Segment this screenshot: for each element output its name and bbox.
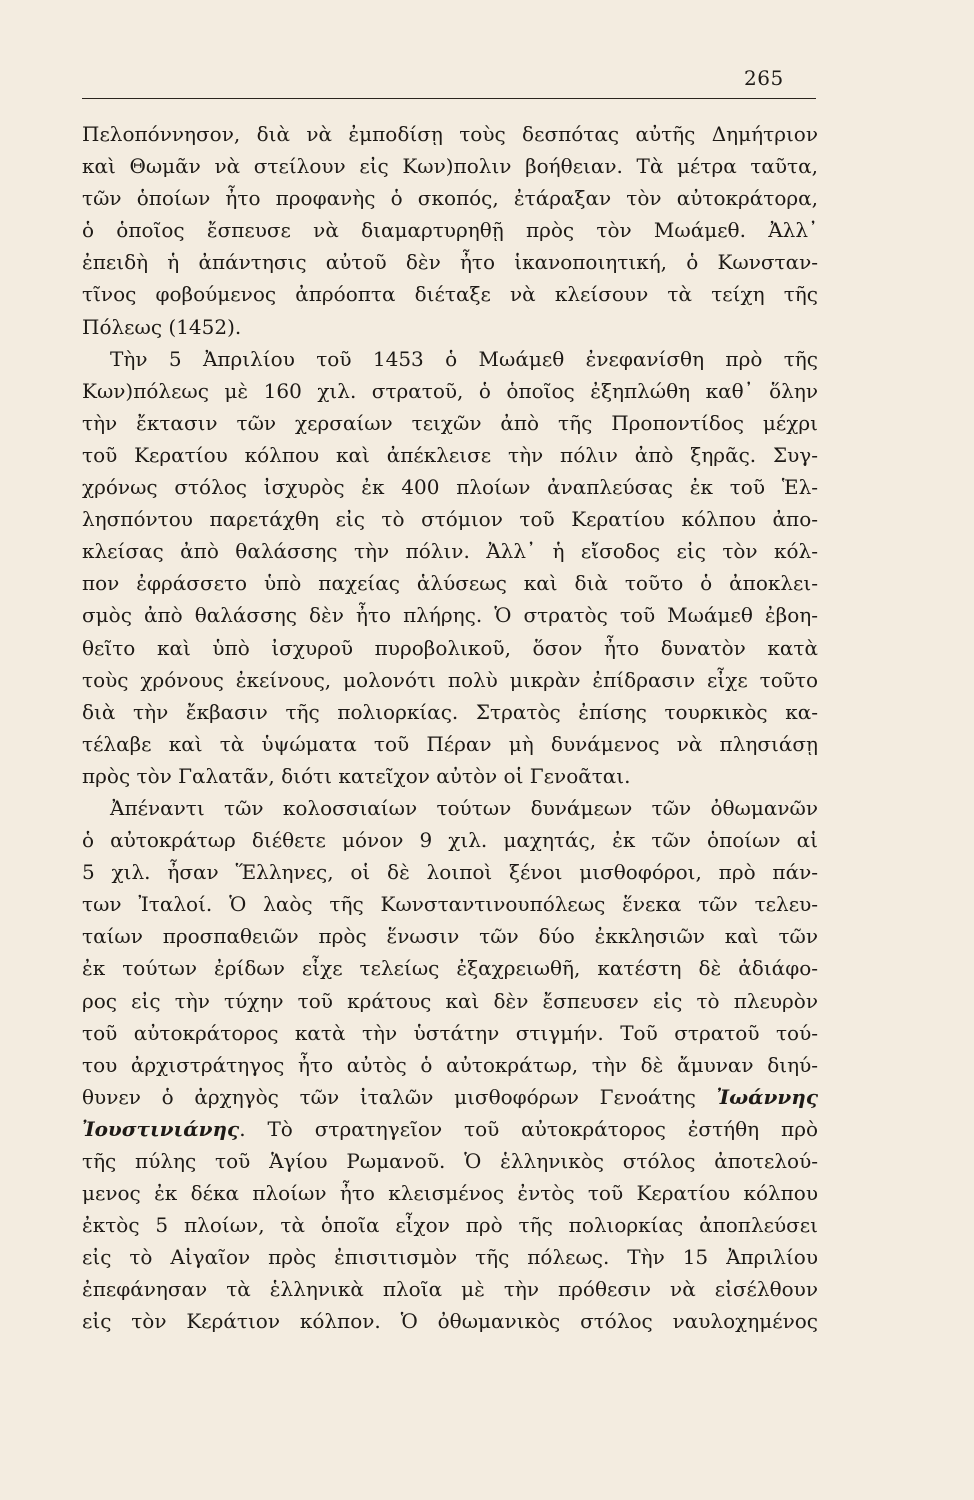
text-line: ταίων προσπαθειῶν πρὸς ἕνωσιν τῶν δύο ἐκκλησιῶν καὶ τῶν (82, 924, 818, 949)
text-line: τοῦ αὐτοκράτορος κατὰ τὴν ὑστάτην στιγμήν. Τοῦ στρατοῦ τού- (82, 1020, 818, 1045)
text-line: τὴν ἔκτασιν τῶν χερσαίων τειχῶν ἀπὸ τῆς Προποντίδος μέχρι (82, 410, 818, 435)
text-segment: . Τὸ στρατηγεῖον τοῦ αὐτοκράτορος ἐστήθη πρὸ (239, 1116, 818, 1141)
text-line: τῆς πύλης τοῦ Ἁγίου Ρωμανοῦ. Ὁ ἑλληνικὸς στόλος ἀποτελού- (82, 1149, 818, 1173)
header-rule (82, 98, 816, 99)
text-line: πρὸς τὸν Γαλατᾶν, διότι κατεῖχον αὐτὸν οἱ Γενοᾶται. (82, 763, 631, 788)
text-line: τέλαβε καὶ τὰ ὑψώματα τοῦ Πέραν μὴ δυνάμενος νὰ πλησιάσῃ (82, 731, 818, 756)
text-line: Ἀπέναντι τῶν κολοσσιαίων τούτων δυνάμεων τῶν ὀθωμανῶν (110, 795, 818, 820)
body-text (82, 118, 818, 1338)
text-line: εἰς τὸ Αἰγαῖον πρὸς ἐπισιτισμὸν τῆς πόλεως. Τὴν 15 Ἀπριλίου (82, 1245, 818, 1270)
text-line: Πόλεως (1452). (82, 314, 242, 339)
text-line: κλείσας ἀπὸ θαλάσσης τὴν πόλιν. Ἀλλ᾽ ἡ εἴσοδος εἰς τὸν κόλ- (82, 539, 818, 564)
text-line: ρος εἰς τὴν τύχην τοῦ κράτους καὶ δὲν ἔσπευσεν εἰς τὸ πλευρὸν (82, 988, 818, 1013)
text-line: διὰ τὴν ἔκβασιν τῆς πολιορκίας. Στρατὸς ἐπίσης τουρκικὸς κα- (82, 699, 818, 724)
text-line: τοῦ Κερατίου κόλπου καὶ ἀπέκλεισε τὴν πόλιν ἀπὸ ξηρᾶς. Συγ- (82, 442, 818, 467)
text-line: θεῖτο καὶ ὑπὸ ἰσχυροῦ πυροβολικοῦ, ὅσον ἦτο δυνατὸν κατὰ (82, 635, 818, 660)
text-line (82, 1113, 818, 1145)
text-line: των Ἰταλοί. Ὁ λαὸς τῆς Κωνσταντινουπόλεως ἕνεκα τῶν τελευ- (82, 892, 818, 917)
text-line: χρόνως στόλος ἰσχυρὸς ἐκ 400 πλοίων ἀναπλεύσας ἐκ τοῦ Ἑλ- (82, 475, 818, 500)
text-line: μενος ἐκ δέκα πλοίων ἦτο κλεισμένος ἐντὸς τοῦ Κερατίου κόλπου (82, 1181, 818, 1206)
emphasized-name: Ἰουστινιάνης (82, 1116, 240, 1141)
text-line: ἐκ τούτων ἐρίδων εἶχε τελείως ἐξαχρειωθῆ, κατέστη δὲ ἀδιάφο- (82, 956, 818, 981)
text-line: 5 χιλ. ἦσαν Ἕλληνες, οἱ δὲ λοιποὶ ξένοι μισθοφόροι, πρὸ πάν- (82, 860, 818, 885)
text-line (82, 1081, 818, 1113)
text-line: Πελοπόννησον, διὰ νὰ ἐμποδίσῃ τοὺς δεσπότας αὐτῆς Δημήτριον (82, 122, 818, 146)
text-line: τῶν ὁποίων ἦτο προφανὴς ὁ σκοπός, ἐτάραξαν τὸν αὐτοκράτορα, (82, 186, 818, 211)
text-line: ὁ ὁποῖος ἔσπευσε νὰ διαμαρτυρηθῇ πρὸς τὸν Μωάμεθ. Ἀλλ᾽ (82, 218, 818, 243)
text-line: του ἀρχιστράτηγος ἦτο αὐτὸς ὁ αὐτοκράτωρ, τὴν δὲ ἄμυναν διηύ- (82, 1052, 818, 1077)
text-line: Κων)πόλεως μὲ 160 χιλ. στρατοῦ, ὁ ὁποῖος ἐξηπλώθη καθ᾽ ὅλην (82, 378, 818, 403)
text-line: ὁ αὐτοκράτωρ διέθετε μόνον 9 χιλ. μαχητάς, ἐκ τῶν ὁποίων αἱ (82, 828, 818, 853)
text-line: Τὴν 5 Ἀπριλίου τοῦ 1453 ὁ Μωάμεθ ἐνεφανίσθη πρὸ τῆς (110, 346, 818, 371)
text-line: ἐκτὸς 5 πλοίων, τὰ ὁποῖα εἶχον πρὸ τῆς πολιορκίας ἀποπλεύσει (82, 1213, 818, 1238)
text-line: σμὸς ἀπὸ θαλάσσης δὲν ἦτο πλήρης. Ὁ στρατὸς τοῦ Μωάμεθ ἐβοη- (82, 603, 818, 628)
text-segment: θυνεν ὁ ἀρχηγὸς τῶν ἰταλῶν μισθοφόρων Γενοάτης (82, 1084, 717, 1109)
text-line: ἐπειδὴ ἡ ἀπάντησις αὐτοῦ δὲν ἦτο ἱκανοποιητική, ὁ Κωνσταν- (82, 250, 818, 275)
emphasized-name: Ἰωάννης (716, 1084, 818, 1109)
text-line: εἰς τὸν Κεράτιον κόλπον. Ὁ ὀθωμανικὸς στόλος ναυλοχημένος (82, 1309, 818, 1334)
text-line: πον ἐφράσσετο ὑπὸ παχείας ἁλύσεως καὶ διὰ τοῦτο ὁ ἀποκλει- (82, 571, 818, 596)
text-line: καὶ Θωμᾶν νὰ στείλουν εἰς Κων)πολιν βοήθειαν. Τὰ μέτρα ταῦτα, (82, 154, 818, 179)
text-line: τῖνος φοβούμενος ἀπρόοπτα διέταξε νὰ κλείσουν τὰ τείχη τῆς (82, 282, 818, 307)
page-number: 265 (744, 66, 784, 90)
text-line: λησπόντου παρετάχθη εἰς τὸ στόμιον τοῦ Κερατίου κόλπου ἀπο- (82, 507, 818, 532)
text-line: ἐπεφάνησαν τὰ ἑλληνικὰ πλοῖα μὲ τὴν πρόθεσιν νὰ εἰσέλθουν (82, 1277, 818, 1302)
text-line: τοὺς χρόνους ἐκείνους, μολονότι πολὺ μικρὰν ἐπίδρασιν εἶχε τοῦτο (82, 667, 818, 692)
